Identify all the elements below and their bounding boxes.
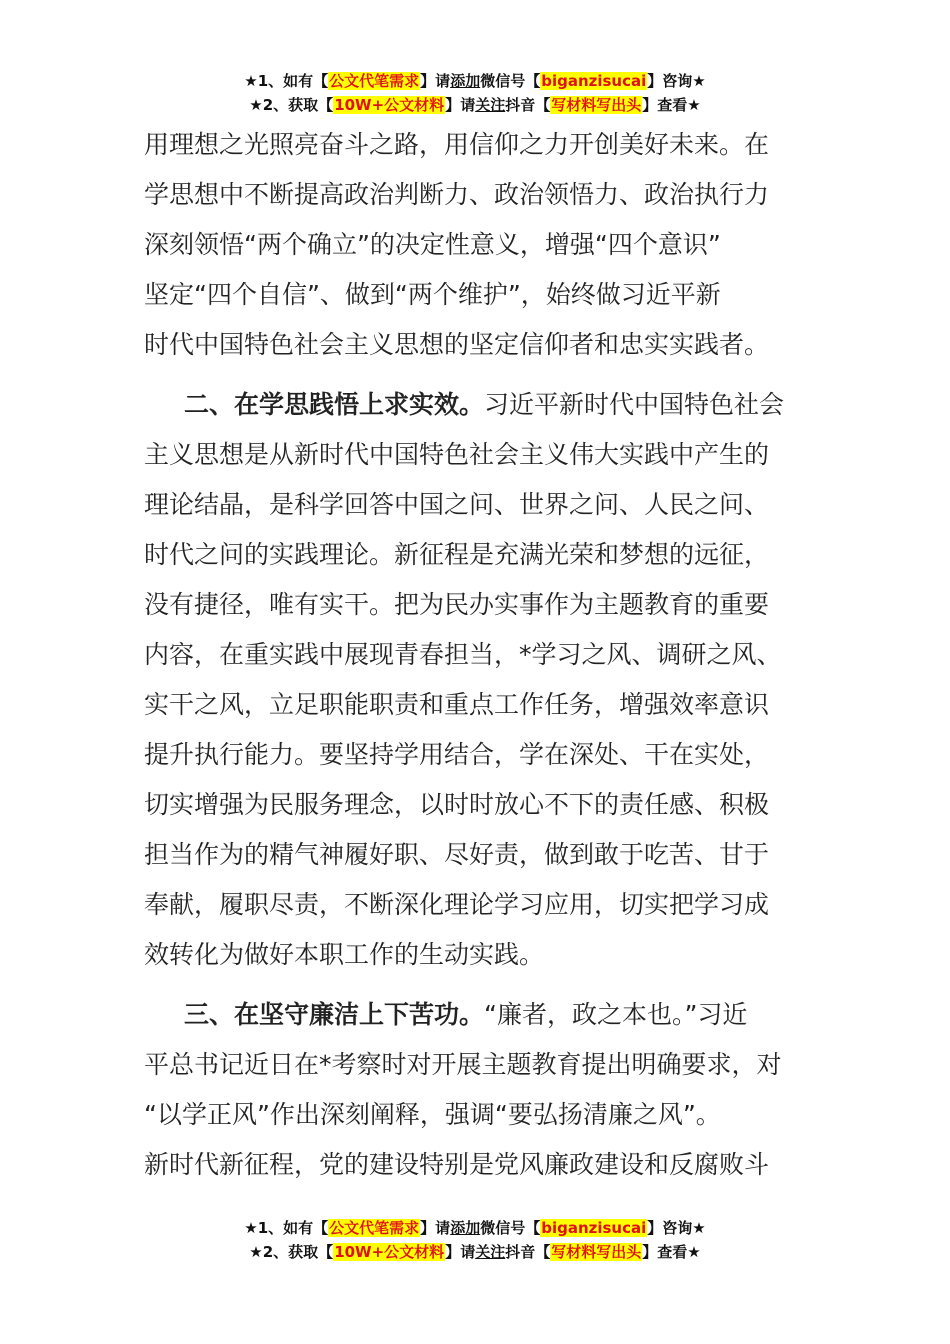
footer-line-2: ★2、获取【10W+公文材料】请关注抖音【写材料写出头】查看★ — [249, 1243, 701, 1261]
footer-line-1: ★1、如有【公文代笔需求】请添加微信号【biganzisucai】咨询★ — [244, 1219, 706, 1237]
highlight-materials: 10W+公文材料 — [334, 96, 445, 114]
banner-line-1: ★1、如有【公文代笔需求】请添加微信号【biganzisucai】咨询★ — [244, 72, 706, 90]
highlight-douyin: 写材料写出头 — [551, 96, 642, 114]
highlight-ghostwriting: 公文代笔需求 — [329, 1219, 420, 1237]
highlight-ghostwriting: 公文代笔需求 — [329, 72, 420, 90]
banner-line-2: ★2、获取【10W+公文材料】请关注抖音【写材料写出头】查看★ — [249, 96, 701, 114]
highlight-douyin: 写材料写出头 — [551, 1243, 642, 1261]
highlight-wechat-id: biganzisucai — [541, 72, 647, 90]
footer-banner — [0, 1216, 950, 1264]
section-heading-3: 三、在坚守廉洁上下苦功。 — [184, 1000, 485, 1029]
paragraph-2: 二、在学思践悟上求实效。习近平新时代中国特色社会 主义思想是从新时代中国特色社会主义伟大实践中产生的 理论结晶，是科学回答中国之问、世界之问、人民之问、 时代之问的实践理论。新征程是充满光荣和梦想的远征， 没有捷径，唯有实干。把为民办实事作为主题教育的重要 内容，在重实践中展现青春担当，*学习之风、调研之风、 实干之风，立足职能职责和重点工作任务，增强效率意识 提升执行能力。要坚持学用结合，学在深处、干在实处， 切实增强为民服务理念，以时时放心不下的责任感、积极 担当作为的精气神履好职、尽好责，做到敢于吃苦、甘于 奉献，履职尽责，不断深化理论学习应用，切实把学习成 效转化为做好本职工作的生动实践。 — [144, 390, 785, 969]
header-banner — [0, 69, 950, 117]
paragraph-1: 用理想之光照亮奋斗之路，用信仰之力开创美好未来。在 学思想中不断提高政治判断力、政治领悟力、政治执行力 深刻领悟“两个确立”的决定性意义，增强“四个意识” 坚定“四个自信”、做到“两个维护”，始终做习近平新 时代中国特色社会主义思想的坚定信仰者和忠实实践者。 — [144, 130, 770, 359]
highlight-wechat-id: biganzisucai — [541, 1219, 647, 1237]
section-heading-2: 二、在学思践悟上求实效。 — [184, 390, 485, 419]
paragraph-3: 三、在坚守廉洁上下苦功。“廉者，政之本也。”习近 平总书记近日在*考察时对开展主题教育提出明确要求，对 “以学正风”作出深刻阐释，强调“要弘扬清廉之风”。 新时代新征程，党的建设特别是党风廉政建设和反腐败斗 — [144, 1000, 782, 1179]
document-body — [144, 120, 808, 1190]
highlight-materials: 10W+公文材料 — [334, 1243, 445, 1261]
